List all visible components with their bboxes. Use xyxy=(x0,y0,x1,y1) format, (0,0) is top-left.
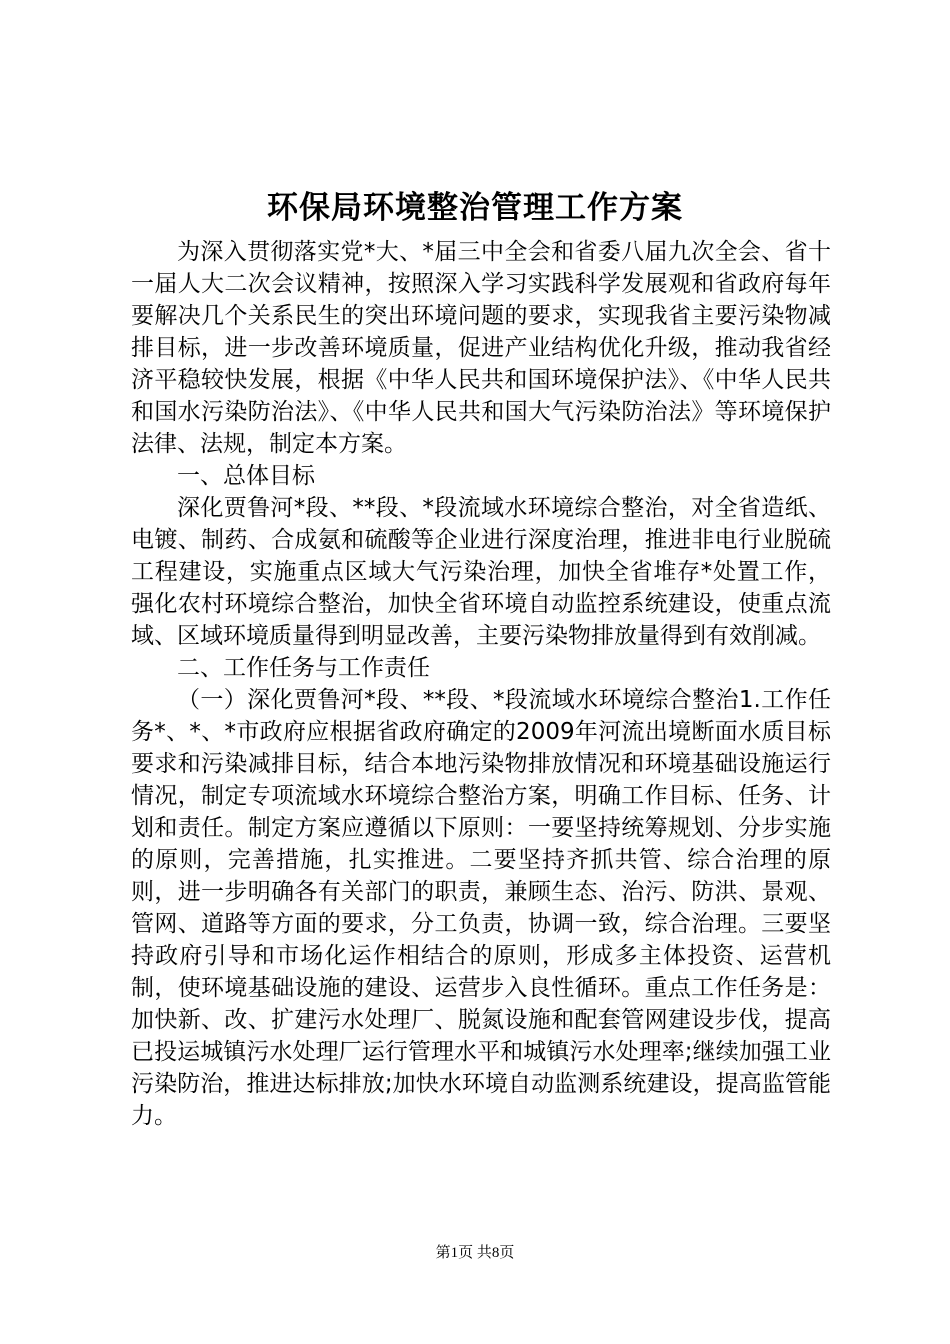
intro-paragraph: 为深入贯彻落实党*大、*届三中全会和省委八届九次全会、省十一届人大二次会议精神，按照深入学习实践科学发展观和省政府每年要解决几个关系民生的突出环境问题的要求，实现我省主要污染物减排目标，进一步改善环境质量，促进产业结构优化升级，推动我省经济平稳较快发展，根据《中华人民共和国环境保护法》、《中华人民共和国水污染防治法》、《中华人民共和国大气污染防治法》等环境保护法律、法规，制定本方案。 xyxy=(131,239,831,457)
section-heading-tasks: 二、工作任务与工作责任 xyxy=(177,655,430,681)
overall-goal-paragraph: 深化贾鲁河*段、**段、*段流域水环境综合整治，对全省造纸、电镀、制药、合成氨和硫酸等企业进行深度治理，推进非电行业脱硫工程建设，实施重点区域大气污染治理，加快全省堆存*处置工作，强化农村环境综合整治，加快全省环境自动监控系统建设，使重点流域、区域环境质量得到明显改善，主要污染物排放量得到有效削减。 xyxy=(131,495,831,649)
document-body xyxy=(131,236,831,1132)
page-footer: 第1页 共8页 xyxy=(435,1245,515,1261)
document-title: 环保局环境整治管理工作方案 xyxy=(267,190,683,226)
section-heading-overall-goal: 一、总体目标 xyxy=(177,463,315,489)
tasks-paragraph: （一）深化贾鲁河*段、**段、*段流域水环境综合整治1.工作任务*、*、*市政府应根据省政府确定的2009年河流出境断面水质目标要求和污染减排目标，结合本地污染物排放情况和环境基础设施运行情况，制定专项流域水环境综合整治方案，明确工作目标、任务、计划和责任。制定方案应遵循以下原则：一要坚持统筹规划、分步实施的原则，完善措施，扎实推进。二要坚持齐抓共管、综合治理的原则，进一步明确各有关部门的职责，兼顾生态、治污、防洪、景观、管网、道路等方面的要求，分工负责，协调一致，综合治理。三要坚持政府引导和市场化运作相结合的原则，形成多主体投资、运营机制，使环境基础设施的建设、运营步入良性循环。重点工作任务是：加快新、改、扩建污水处理厂、脱氮设施和配套管网建设步伐，提高已投运城镇污水处理厂运行管理水平和城镇污水处理率;继续加强工业污染防治，推进达标排放;加快水环境自动监测系统建设，提高监管能力。 xyxy=(131,687,831,1129)
